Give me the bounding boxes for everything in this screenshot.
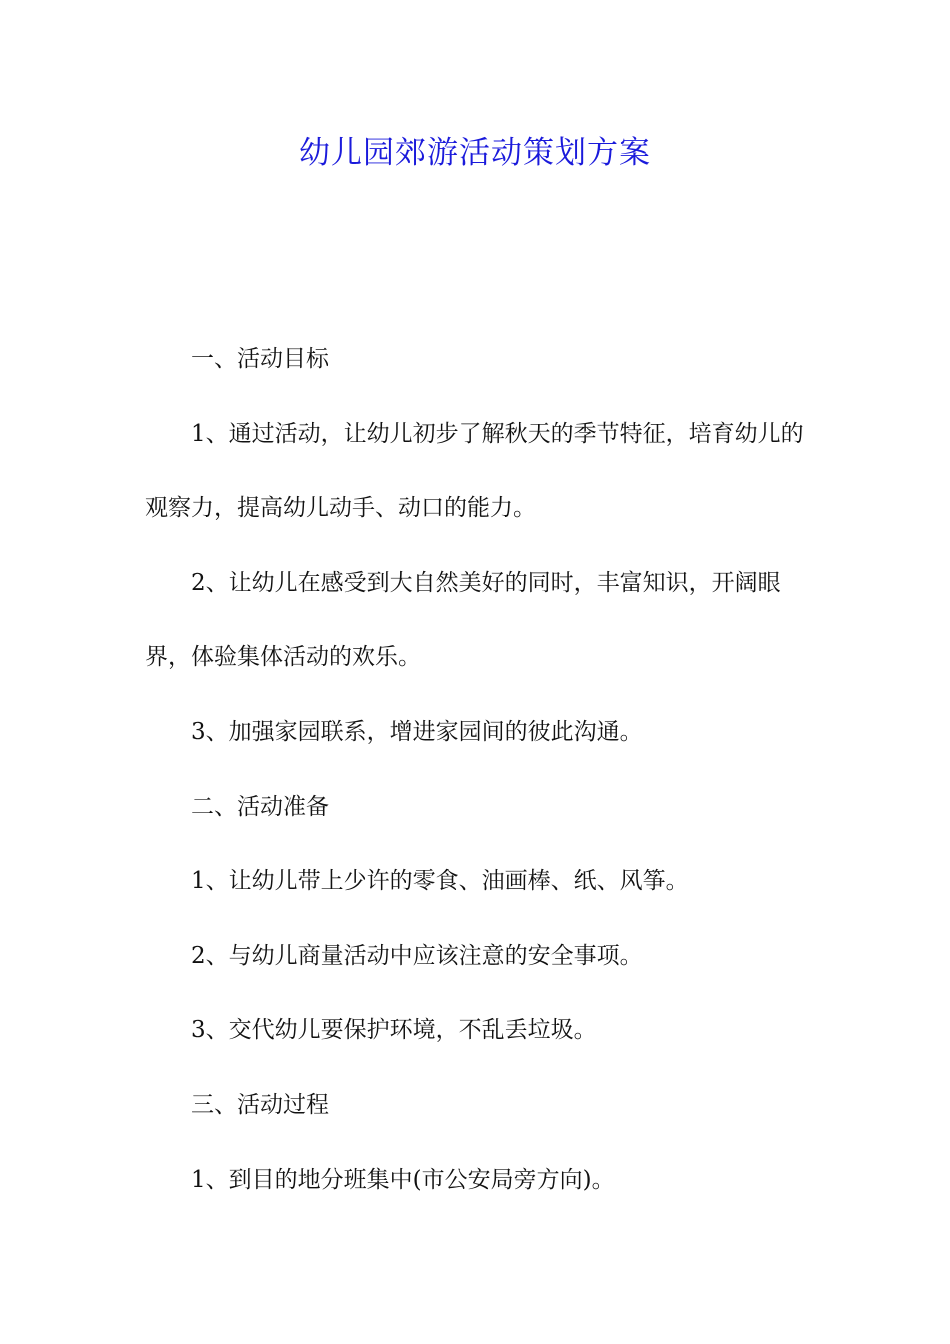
section-heading-goals: 一、活动目标	[191, 346, 329, 372]
section-heading-preparation: 二、活动准备	[191, 793, 329, 820]
paragraph-goal-1: 1、通过活动，让幼儿初步了解秋天的季节特征，培育幼儿的观察力，提高幼儿动手、动口的能力。	[145, 420, 804, 522]
section-heading-process: 三、活动过程	[191, 1091, 329, 1118]
paragraph-preparation-1: 1、让幼儿带上少许的零食、油画棒、纸、风筝。	[191, 868, 689, 895]
paragraph-goal-3: 3、加强家园联系，增进家园间的彼此沟通。	[191, 718, 643, 745]
paragraph-preparation-3: 3、交代幼儿要保护环境，不乱丢垃圾。	[191, 1017, 597, 1044]
paragraph-preparation-2: 2、与幼儿商量活动中应该注意的安全事项。	[191, 942, 643, 969]
document-title: 幼儿园郊游活动策划方案	[299, 135, 651, 171]
paragraph-goal-2: 2、让幼儿在感受到大自然美好的同时，丰富知识，开阔眼界，体验集体活动的欢乐。	[145, 569, 781, 671]
paragraph-process-1: 1、到目的地分班集中(市公安局旁方向)。	[191, 1166, 615, 1193]
document-body	[145, 322, 809, 1217]
